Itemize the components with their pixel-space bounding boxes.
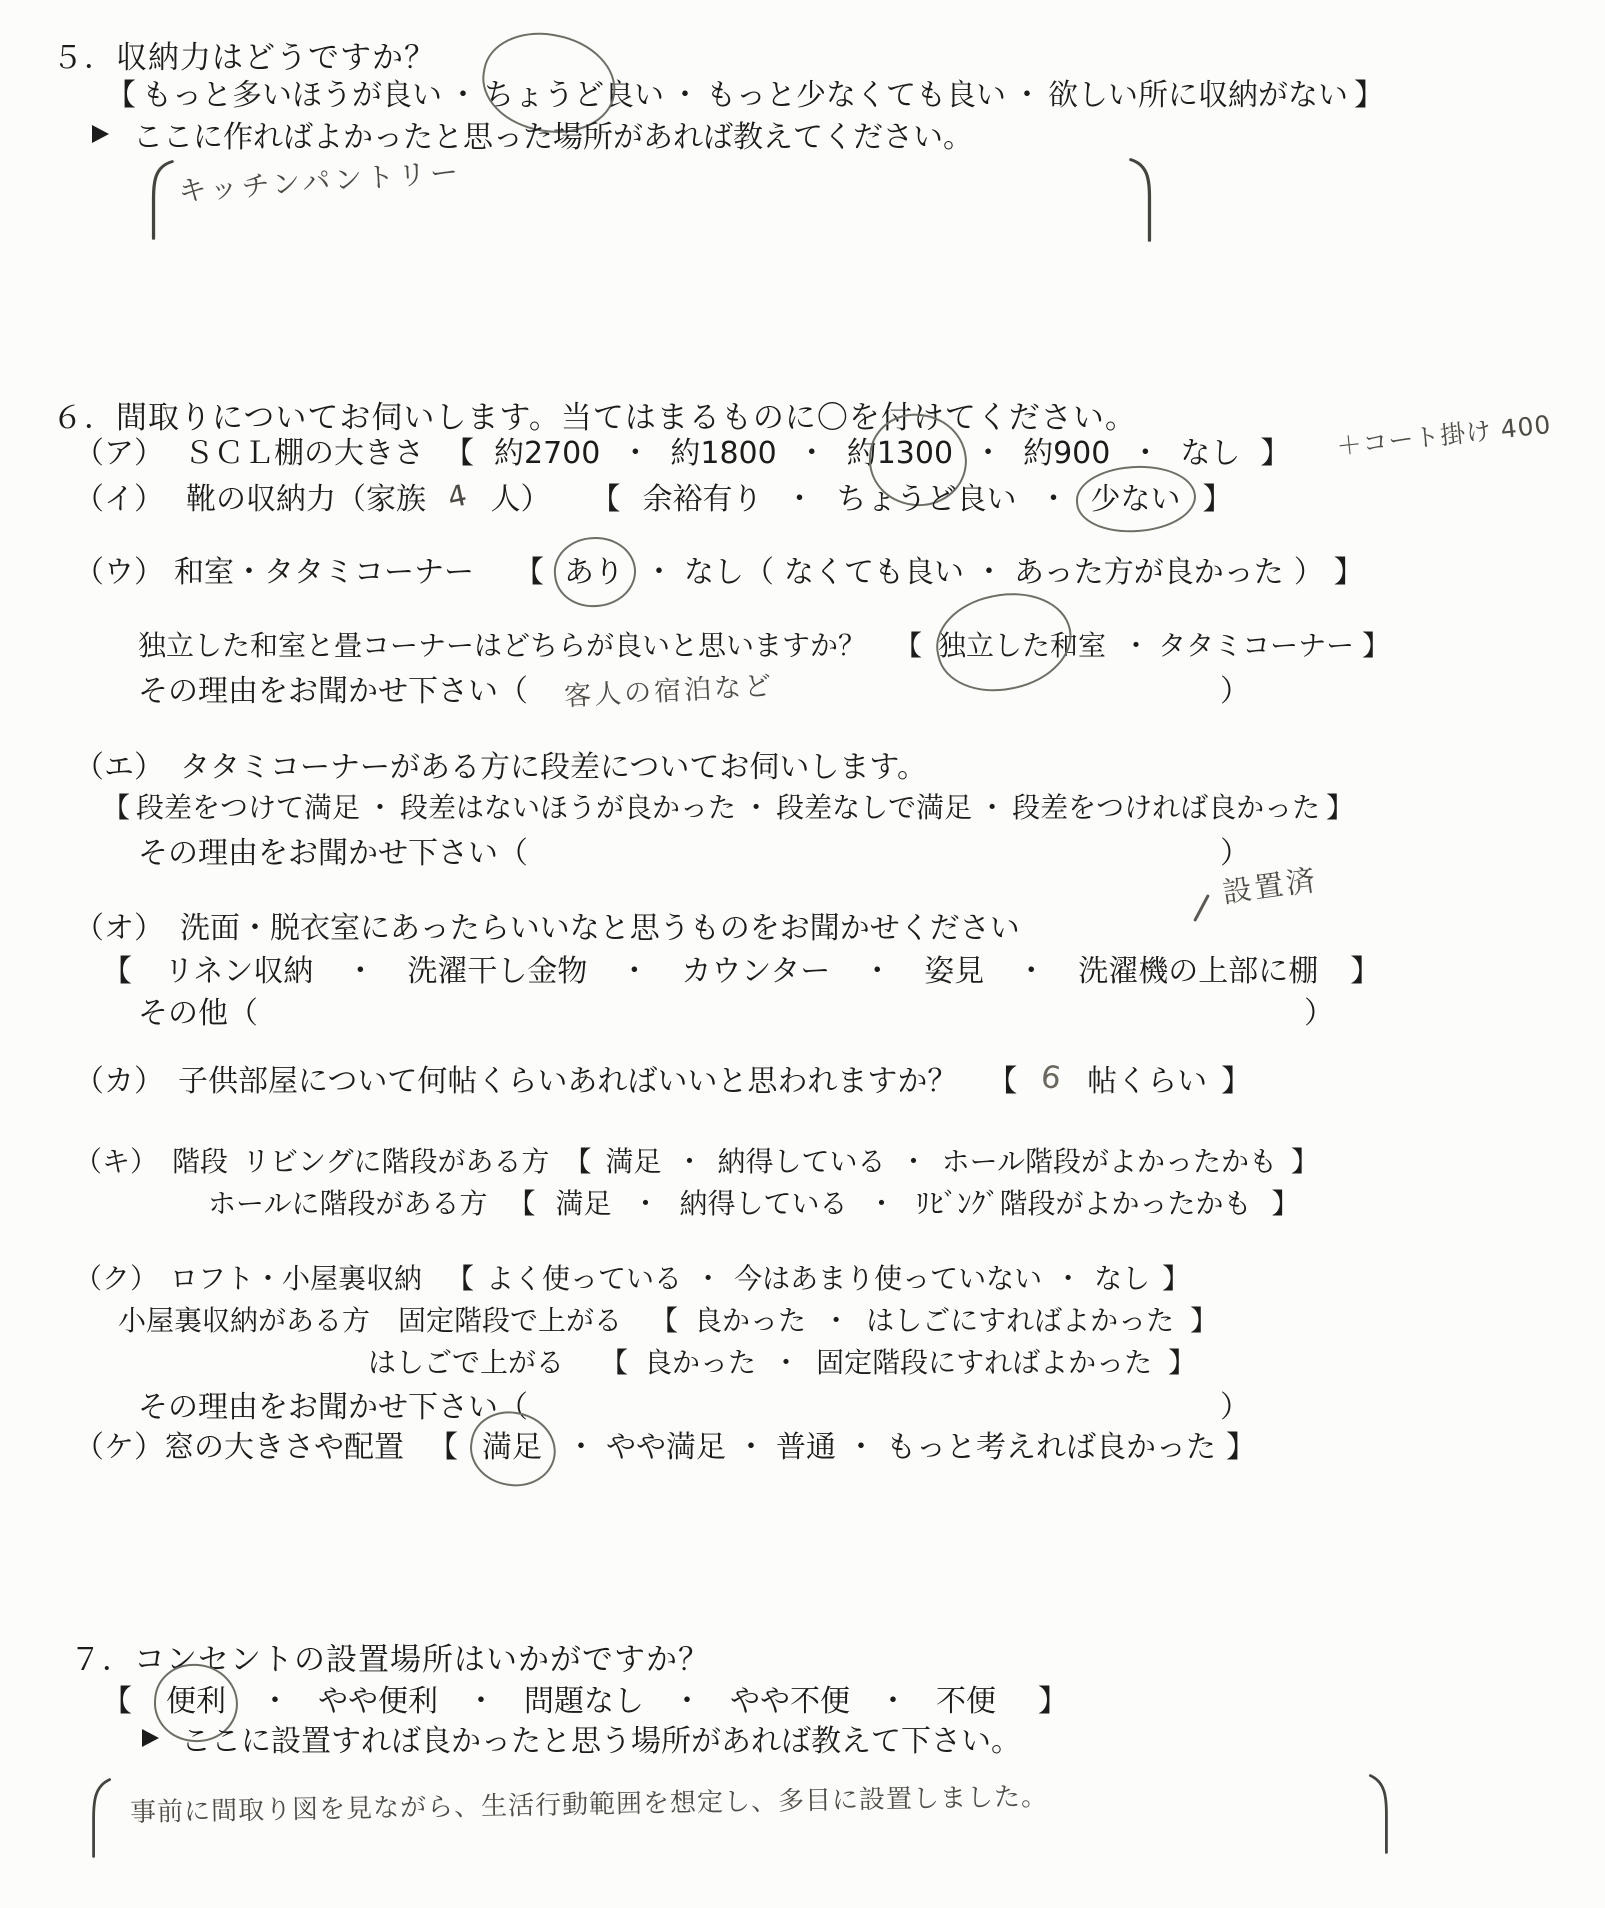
option-label: 約1800 xyxy=(670,436,777,471)
option-label: やや不便 xyxy=(730,1684,850,1719)
q6-u-sub-question xyxy=(138,624,1390,664)
bracket-open: 【 xyxy=(894,629,923,662)
question-title: ６．間取りについてお伺いします。当てはまるものに〇を付けてください。 xyxy=(52,400,1137,436)
separator-dot: ・ xyxy=(1122,629,1151,662)
q6-u-reason xyxy=(138,666,1250,710)
prompt-text: ここに設置すれば良かったと思う場所があれば教えて下さい。 xyxy=(181,1724,1021,1759)
option-label: なし xyxy=(1180,436,1241,471)
item-label: （エ） xyxy=(74,750,164,785)
bracket-close: 】 xyxy=(1202,482,1233,517)
bracket-open: 【 xyxy=(102,791,131,824)
paren-close: ） xyxy=(1293,555,1324,590)
q6-item-ku-line1 xyxy=(74,1257,1190,1297)
handwriting-text: ＋コート掛け 400 xyxy=(1335,409,1553,462)
bracket-close: 】 xyxy=(1168,1346,1197,1379)
option-label: ちょうど良い xyxy=(484,78,664,113)
separator-dot: ・ xyxy=(260,1684,290,1719)
item-text: ロフト・小屋裏収納 xyxy=(170,1262,423,1295)
q6-item-o-title xyxy=(74,903,1020,947)
option-label: もっと多いほうが良い xyxy=(142,78,442,113)
bracket-open: 【 xyxy=(444,436,474,471)
separator-dot: ・ xyxy=(1012,78,1042,113)
q6-item-ki-line2 xyxy=(208,1182,1300,1222)
prompt-text: ここに作ればよかったと思った場所があれば教えてください。 xyxy=(133,120,973,155)
handwriting-text: 6 xyxy=(1039,1058,1066,1098)
bracket-close: 】 xyxy=(1326,791,1355,824)
reason-label: その理由をお聞かせ下さい（ xyxy=(138,674,528,709)
other-label: その他（ xyxy=(138,996,258,1031)
q6-item-ka xyxy=(74,1056,1251,1100)
separator-dot: ・ xyxy=(644,555,674,590)
bracket-close: 】 xyxy=(1354,78,1384,113)
option-label: よく使っている xyxy=(486,1262,683,1295)
separator-dot: ・ xyxy=(772,1346,801,1379)
item-label: （オ） xyxy=(74,911,164,946)
handwritten-reason xyxy=(563,663,775,713)
item-label: （ウ） xyxy=(74,555,164,590)
bracket-close: 】 xyxy=(1190,1304,1219,1337)
option-label: ﾘﾋﾞﾝｸﾞ階段がよかったかも xyxy=(915,1187,1252,1220)
q6-item-o-options xyxy=(102,946,1380,990)
option-label: 約2700 xyxy=(494,436,601,471)
question-text: 独立した和室と畳コーナーはどちらが良いと思いますか？ xyxy=(138,629,867,662)
option-label: 段差をつけて満足 xyxy=(136,791,361,824)
option-label: カウンター xyxy=(681,954,831,989)
paren-close: ） xyxy=(1220,1390,1250,1425)
q7-options xyxy=(102,1676,1068,1720)
q7-prompt xyxy=(142,1716,1021,1760)
item-text: 小屋裏収納がある方 xyxy=(118,1304,371,1337)
q6-item-ku-line3 xyxy=(368,1341,1196,1381)
option-label: 納得している xyxy=(679,1187,848,1220)
option-label: 不便 xyxy=(936,1684,996,1719)
option-label: 段差をつければ良かった xyxy=(1012,791,1321,824)
bracket-close: 】 xyxy=(1333,555,1364,590)
option-label: 便利 xyxy=(166,1684,226,1719)
item-text: 人） xyxy=(490,482,551,517)
q7-title xyxy=(70,1634,710,1679)
paren-close: ） xyxy=(1220,674,1250,709)
handwriting-text: 客人の宿泊など xyxy=(563,670,775,712)
option-label: ちょうど良い xyxy=(836,482,1017,517)
separator-dot: ・ xyxy=(796,436,827,471)
separator-dot: ・ xyxy=(784,482,815,517)
separator-dot: ・ xyxy=(899,1145,928,1178)
q6-item-u xyxy=(74,547,1364,591)
option-label: 満足 xyxy=(605,1145,662,1178)
bracket-close: 】 xyxy=(1162,1262,1191,1295)
option-label: 洗濯機の上部に棚 xyxy=(1078,954,1319,989)
separator-dot: ・ xyxy=(675,1145,704,1178)
handwriting-text: 事前に間取り図を見ながら、生活行動範囲を想定し、多目に設置しました。 xyxy=(129,1781,1049,1829)
option-label: 問題なし xyxy=(524,1684,644,1719)
q6-o-other xyxy=(138,988,1334,1032)
answer-bracket-left xyxy=(88,1778,112,1858)
separator-dot: ・ xyxy=(974,555,1004,590)
bracket-open: 【 xyxy=(446,1262,475,1295)
separator-dot: ・ xyxy=(867,1187,896,1220)
separator-dot: ・ xyxy=(448,78,478,113)
item-text: 階段 xyxy=(172,1145,229,1178)
item-label: （キ） xyxy=(74,1145,159,1178)
separator-dot: ・ xyxy=(694,1262,723,1295)
option-label: 洗濯干し金物 xyxy=(407,954,588,989)
option-label: 固定階段にすればよかった xyxy=(816,1346,1153,1379)
bracket-close: 】 xyxy=(1226,1430,1256,1465)
q6-ku-reason xyxy=(138,1382,1250,1426)
item-label: （カ） xyxy=(74,1064,164,1099)
option-label: 良かった xyxy=(694,1304,807,1337)
separator-dot: ・ xyxy=(366,791,395,824)
option-label: もっと少なくても良い xyxy=(706,78,1006,113)
separator-dot: ・ xyxy=(466,1684,496,1719)
arrowhead-icon xyxy=(92,125,109,143)
separator-dot: ・ xyxy=(672,1684,702,1719)
separator-dot: ・ xyxy=(631,1187,660,1220)
bracket-open: 【 xyxy=(563,1145,592,1178)
q6-item-ke xyxy=(74,1422,1256,1466)
q6-a-handwritten-note xyxy=(1335,405,1553,463)
paren-close: ） xyxy=(1304,996,1334,1031)
bracket-open: 【 xyxy=(514,555,544,590)
separator-dot: ・ xyxy=(742,791,771,824)
item-text: ＳＣＬ棚の大きさ xyxy=(184,436,424,471)
item-text: 子供部屋について何帖くらいあればいいと思われますか？ xyxy=(178,1064,958,1099)
bracket-close: 】 xyxy=(1038,1684,1068,1719)
option-label: 余裕有り xyxy=(642,482,763,517)
question-title: ７．コンセントの設置場所はいかがですか？ xyxy=(70,1642,710,1678)
bracket-open: 【 xyxy=(987,1064,1018,1099)
item-text: ホールに階段がある方 xyxy=(208,1187,488,1220)
option-label: 欲しい所に収納がない xyxy=(1048,78,1348,113)
separator-dot: ・ xyxy=(670,78,700,113)
separator-dot: ・ xyxy=(566,1430,596,1465)
selected-option xyxy=(564,547,624,591)
bracket-open: 【 xyxy=(102,954,132,989)
option-label: なくても良い xyxy=(784,555,964,590)
q5-options xyxy=(106,70,1384,114)
item-text: 靴の収納力（家族 xyxy=(186,482,426,517)
item-text: （ケ）窓の大きさや配置 xyxy=(74,1430,404,1465)
q5-handwritten-answer xyxy=(177,150,463,210)
option-label: 普通 xyxy=(776,1430,836,1465)
option-label: 段差なしで満足 xyxy=(776,791,973,824)
bracket-open: 【 xyxy=(507,1187,536,1220)
option-label: もっと考えれば良かった xyxy=(886,1430,1216,1465)
item-label: （ア） xyxy=(74,436,164,471)
item-text: 洗面・脱衣室にあったらいいなと思うものをお聞かせください xyxy=(180,911,1020,946)
handwritten-size xyxy=(1039,1059,1066,1098)
option-label: やや便利 xyxy=(318,1684,438,1719)
selected-option xyxy=(847,428,953,472)
q6-item-a xyxy=(74,428,1290,472)
bracket-close: 】 xyxy=(1362,629,1391,662)
selected-option xyxy=(484,70,664,114)
bracket-open: 【 xyxy=(590,482,621,517)
option-label: 姿見 xyxy=(924,954,985,989)
option-label: 満足 xyxy=(555,1187,612,1220)
separator-dot: ・ xyxy=(620,436,651,471)
reason-label: その理由をお聞かせ下さい（ xyxy=(138,836,528,871)
bracket-close: 】 xyxy=(1221,1064,1252,1099)
bracket-open: 【 xyxy=(106,78,136,113)
option-label: 段差はないほうが良かった xyxy=(400,791,737,824)
q5-prompt xyxy=(92,112,973,156)
bracket-open: 【 xyxy=(428,1430,458,1465)
q6-e-reason xyxy=(138,828,1250,872)
separator-dot: ・ xyxy=(1038,482,1069,517)
q7-handwritten-answer xyxy=(130,1776,1049,1829)
separator-dot: ・ xyxy=(973,436,1004,471)
separator-dot: ・ xyxy=(878,1684,908,1719)
separator-dot: ・ xyxy=(822,1304,851,1337)
separator-dot: ・ xyxy=(345,954,376,989)
selected-option xyxy=(938,624,1106,664)
item-label: （イ） xyxy=(74,482,164,517)
selected-option xyxy=(1090,474,1180,518)
separator-dot: ・ xyxy=(846,1430,876,1465)
option-label: 独立した和室 xyxy=(938,629,1107,662)
option-label: リネン収納 xyxy=(164,954,314,989)
item-text: はしごで上がる xyxy=(368,1346,565,1379)
separator-dot: ・ xyxy=(736,1430,766,1465)
option-label: 満足 xyxy=(482,1430,542,1465)
handwriting-text: 設置済 xyxy=(1220,862,1321,910)
item-text: 帖くらい xyxy=(1087,1064,1208,1099)
option-label: やや満足 xyxy=(606,1430,726,1465)
option-label: 今はあまり使っていない xyxy=(734,1262,1043,1295)
q6-item-ku-line2 xyxy=(118,1299,1218,1339)
answer-bracket-right xyxy=(1128,158,1156,242)
separator-dot: ・ xyxy=(619,954,650,989)
selected-option xyxy=(166,1676,226,1720)
option-label: ホール階段がよかったかも xyxy=(941,1145,1278,1178)
arrowhead-icon xyxy=(142,1729,159,1747)
item-text: タタミコーナーがある方に段差についてお伺いします。 xyxy=(180,750,927,785)
separator-dot: ・ xyxy=(1130,436,1161,471)
handwriting-text: 4 xyxy=(444,477,472,515)
bracket-open: 【 xyxy=(650,1304,679,1337)
separator-dot: ・ xyxy=(862,954,893,989)
bracket-close: 】 xyxy=(1350,954,1381,989)
q6-item-e-options xyxy=(102,786,1354,826)
handwritten-tick-mark xyxy=(1193,894,1210,922)
paren-close: ） xyxy=(1220,836,1250,871)
option-label: なし xyxy=(1094,1262,1151,1295)
bracket-open: 【 xyxy=(102,1684,132,1719)
answer-bracket-right xyxy=(1368,1774,1392,1854)
option-label: 約900 xyxy=(1023,436,1111,471)
bracket-close: 】 xyxy=(1271,1187,1300,1220)
reason-label: その理由をお聞かせ下さい（ xyxy=(138,1390,528,1425)
q6-item-ki-line1 xyxy=(74,1140,1319,1180)
bracket-open: 【 xyxy=(600,1346,629,1379)
option-label: はしごにすればよかった xyxy=(866,1304,1175,1337)
option-label: タタミコーナー xyxy=(1158,629,1355,662)
selected-option xyxy=(482,1422,542,1466)
option-label: 少ない xyxy=(1090,482,1181,517)
separator-dot: ・ xyxy=(1054,1262,1083,1295)
separator-dot: ・ xyxy=(978,791,1007,824)
option-label: あった方が良かった xyxy=(1014,555,1284,590)
question-title: ５．収納力はどうですか？ xyxy=(52,40,436,76)
handwritten-family-count xyxy=(445,477,472,515)
item-text: 固定階段で上がる xyxy=(398,1304,623,1337)
option-label: あり xyxy=(564,555,624,590)
item-text: 和室・タタミコーナー xyxy=(174,555,474,590)
handwriting-text: キッチンパントリー xyxy=(177,155,464,208)
q6-item-e-title xyxy=(74,742,927,786)
q6-item-i xyxy=(74,474,1232,518)
option-label: 納得している xyxy=(717,1145,886,1178)
item-label: （ク） xyxy=(74,1262,159,1295)
bracket-close: 】 xyxy=(1291,1145,1320,1178)
answer-bracket-left xyxy=(147,160,175,240)
option-label: 約1300 xyxy=(846,436,954,471)
item-text: リビングに階段がある方 xyxy=(242,1145,550,1178)
option-label: なし（ xyxy=(684,555,774,590)
separator-dot: ・ xyxy=(1016,954,1047,989)
option-label: 良かった xyxy=(644,1346,757,1379)
bracket-close: 】 xyxy=(1260,436,1291,471)
